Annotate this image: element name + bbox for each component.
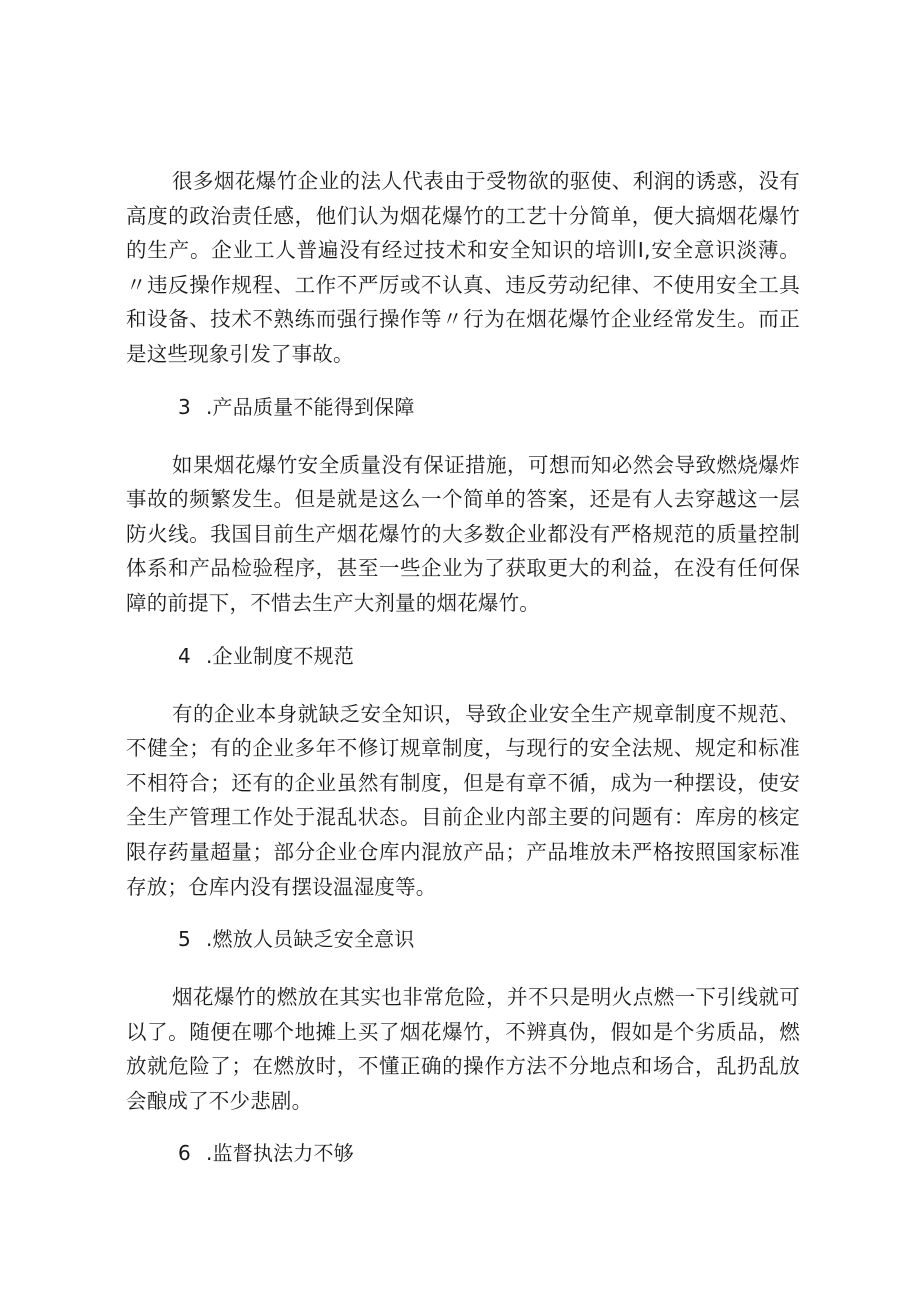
section-heading-3 [126, 392, 800, 422]
section-title: .企业制度不规范 [206, 643, 354, 668]
section-number: 6 [178, 1141, 191, 1166]
paragraph-enterprise-rules: 有的企业本身就缺乏安全知识，导致企业安全生产规章制度不规范、不健全；有的企业多年不修订规章制度，与现行的安全法规、规定和标准不相符合；还有的企业虽然有制度，但是有章不循，成为一种摆设，使安全生产管理工作处于混乱状态。目前企业内部主要的问题有：库房的核定限存药量超量；部分企业仓库内混放产品；产品堆放未严格按照国家标准存放；仓库内没有摆设温湿度等。 [126, 701, 800, 899]
section-heading-6 [126, 1138, 800, 1168]
section-number: 3 [178, 394, 191, 419]
section-number: 5 [178, 927, 191, 952]
section-number: 4 [178, 643, 191, 668]
section-title: .燃放人员缺乏安全意识 [206, 927, 415, 952]
section-title: .监督执法力不够 [206, 1141, 354, 1166]
paragraph-product-quality: 如果烟花爆竹安全质量没有保证措施，可想而知必然会导致燃烧爆炸事故的频繁发生。但是就是这么一个简单的答案，还是有人去穿越这一层防火线。我国目前生产烟花爆竹的大多数企业都没有严格规范的质量控制体系和产品检验程序，甚至一些企业为了获取更大的利益，在没有任何保障的前提下，不惜去生产大剂量的烟花爆竹。 [126, 452, 800, 615]
paragraph-setting-off-safety: 烟花爆竹的燃放在其实也非常危险，并不只是明火点燃一下引线就可以了。随便在哪个地摊上买了烟花爆竹，不辨真伪，假如是个劣质品，燃放就危险了；在燃放时，不懂正确的操作方法不分地点和场合，乱扔乱放会酿成了不少悲剧。 [126, 985, 800, 1113]
section-title: .产品质量不能得到保障 [206, 394, 415, 419]
paragraph-main-cause: 很多烟花爆竹企业的法人代表由于受物欲的驱使、利润的诱惑，没有高度的政治责任感，他们认为烟花爆竹的工艺十分简单，便大搞烟花爆竹的生产。企业工人普遍没有经过技术和安全知识的培训I,安全意识淡薄。〃违反操作规程、工作不严厉或不认真、违反劳动纪律、不使用安全工具和设备、技术不熟练而强行操作等〃行为在烟花爆竹企业经常发生。而正是这些现象引发了事故。 [126, 169, 800, 366]
section-heading-5 [126, 924, 800, 954]
section-heading-4 [126, 641, 800, 671]
